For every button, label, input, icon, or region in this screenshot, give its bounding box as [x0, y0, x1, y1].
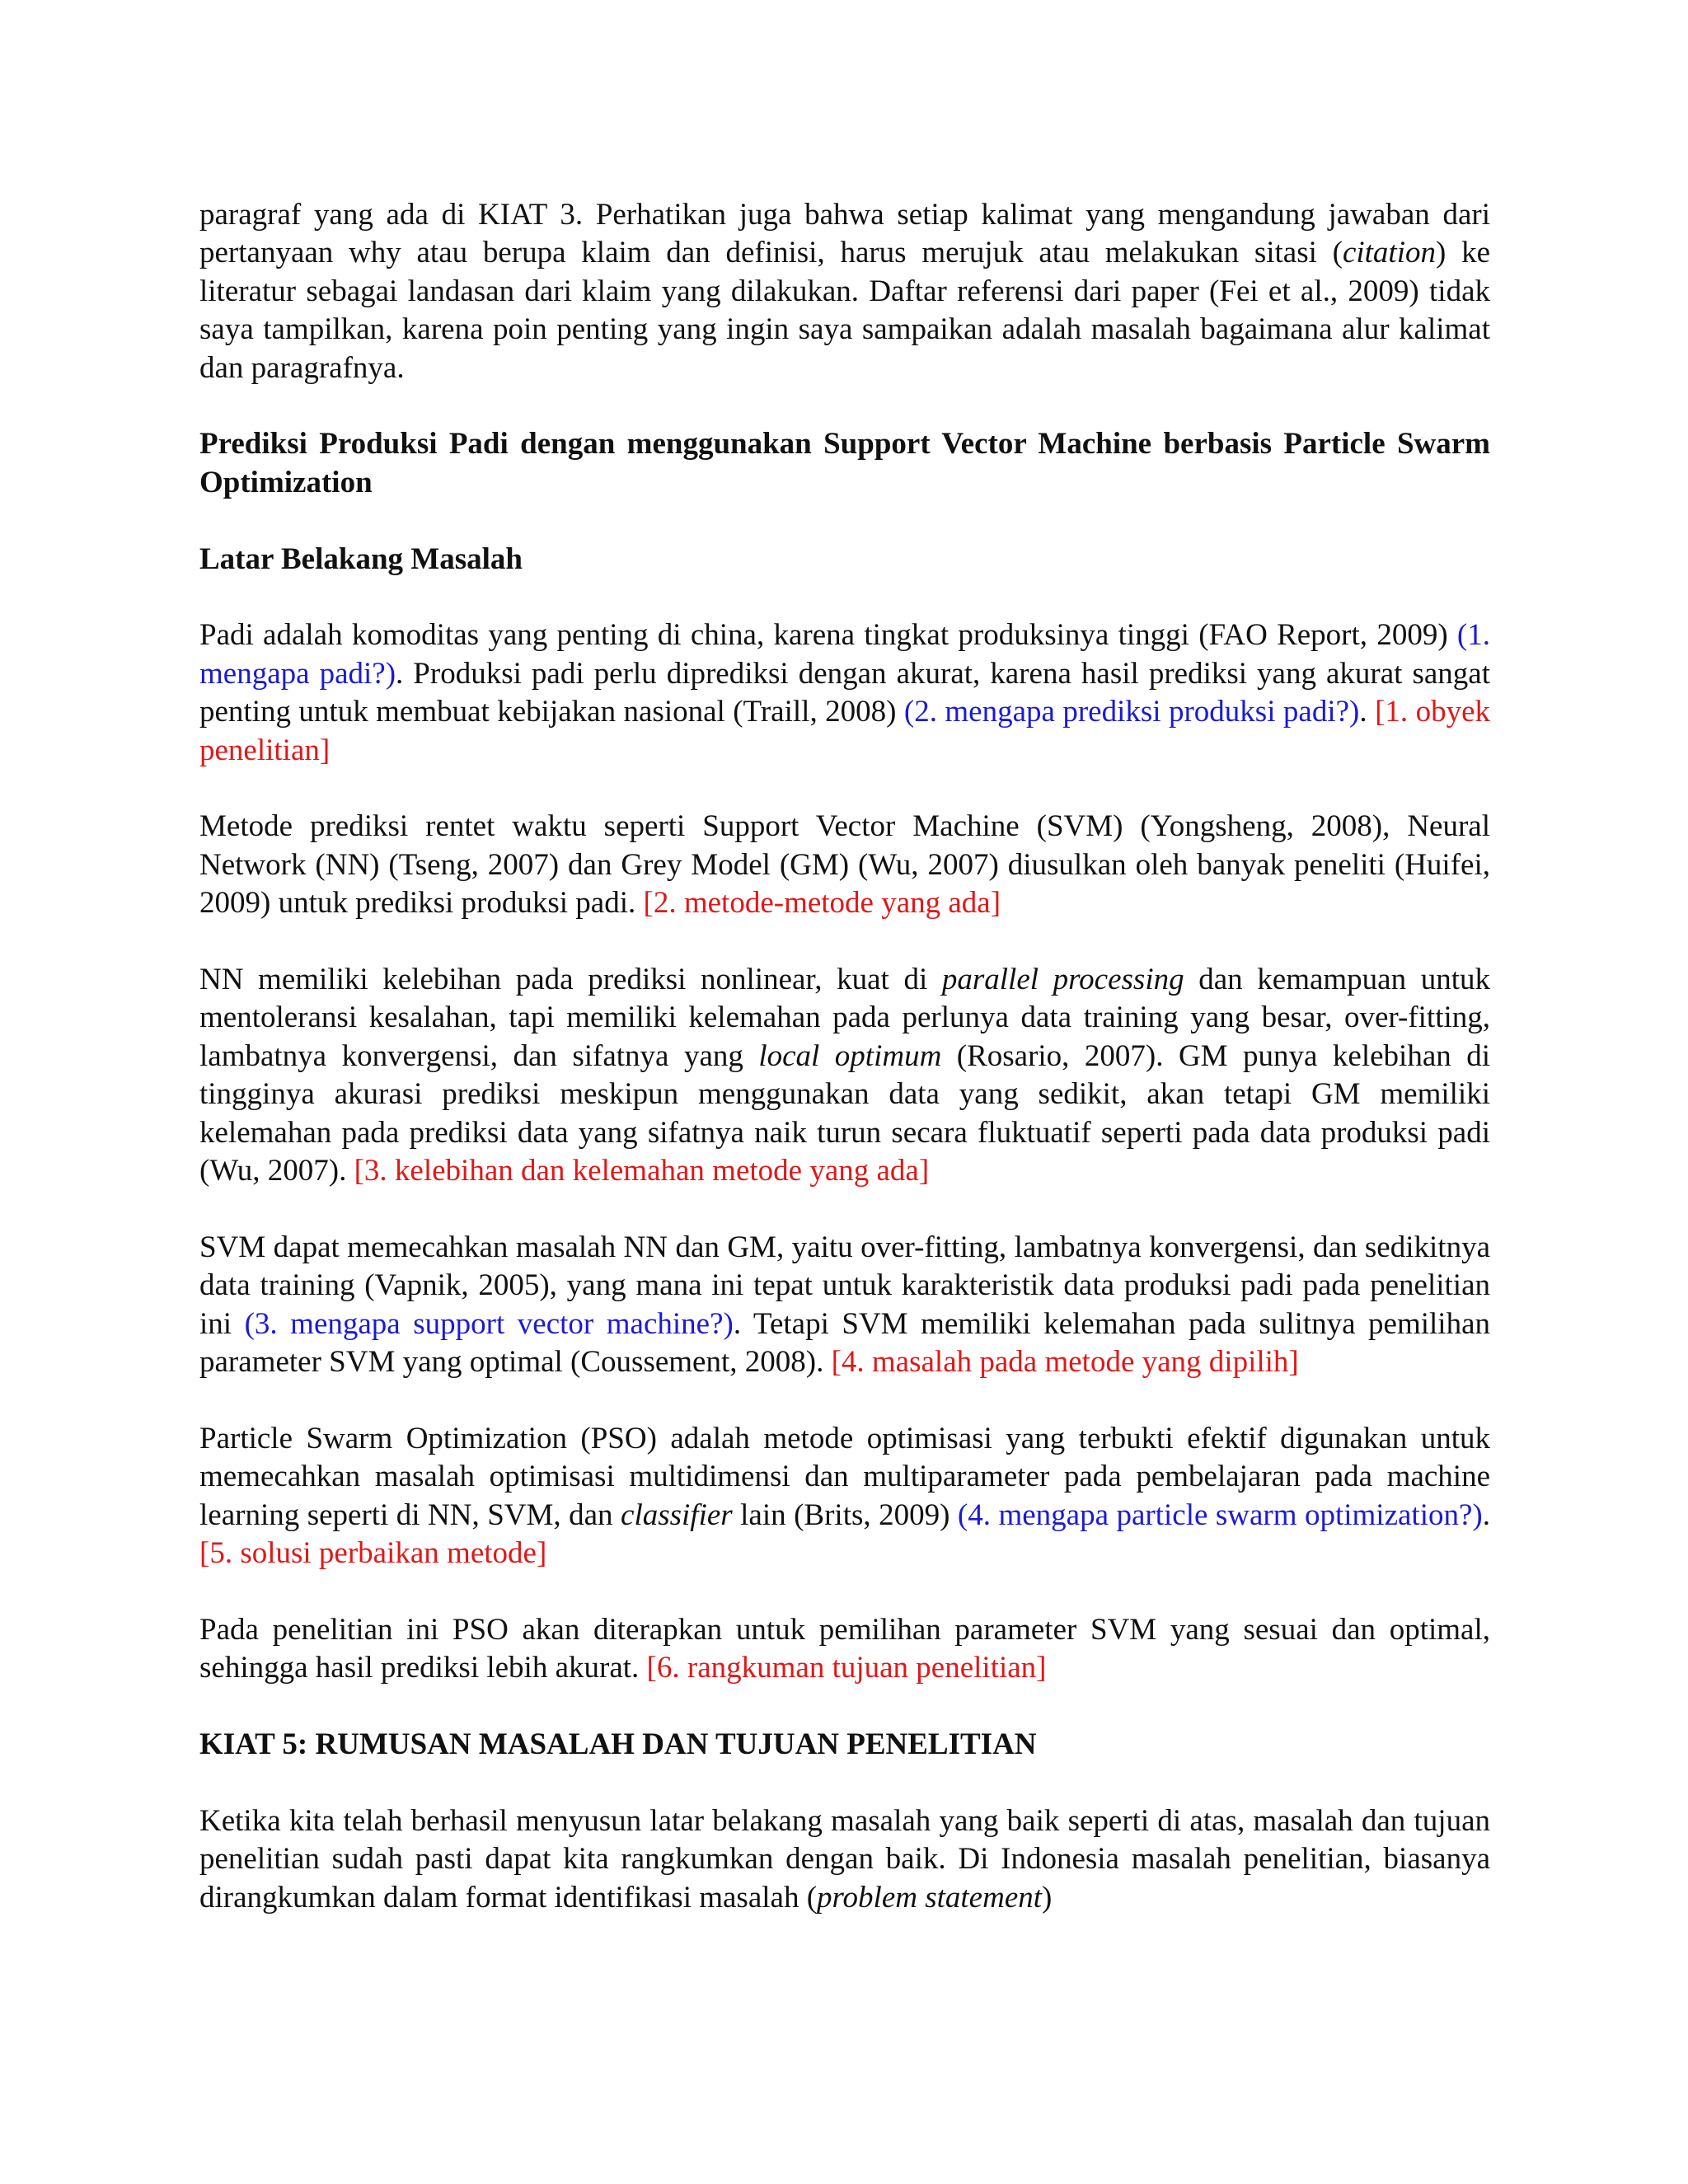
p5-annotation: [5. solusi perbaikan metode]	[199, 1536, 547, 1571]
p2-annotation: [2. metode-metode yang ada]	[643, 886, 1001, 921]
p5-text-1: Particle Swarm Optimization (PSO) adalah metode optimisasi yang terbukti efektif digunakan untuk memecahkan masalah optimisasi multidimensi dan multiparameter pada pembelajaran pada machine learning seperti di NN, SVM, dan	[199, 1421, 1490, 1532]
paragraph-6	[199, 1611, 1490, 1688]
p7-emphasis: problem statement	[817, 1880, 1043, 1915]
p3-text-1: NN memiliki kelebihan pada prediksi nonlinear, kuat di	[199, 963, 942, 997]
p5-emphasis: classifier	[621, 1497, 733, 1532]
paragraph-5	[199, 1420, 1490, 1573]
p1-text-2: . Produksi padi perlu diprediksi dengan akurat, karena hasil prediksi yang akurat sangat penting untuk membuat kebijakan nasional (Traill, 2008)	[199, 656, 1491, 729]
p3-text-2: dan kemampuan untuk mentoleransi kesalahan, tapi memiliki kelemahan pada perlunya data training yang besar, over-fitting, lambatnya konvergensi, dan sifatnya yang	[199, 963, 1491, 1073]
p7-text-1: Ketika kita telah berhasil menyusun latar belakang masalah yang baik seperti di atas, masalah dan tujuan penelitian sudah pasti dapat kita rangkumkan dengan baik. Di Indonesia masalah penelitian, biasanya dirangkumkan dalam format identifikasi masalah (	[199, 1803, 1490, 1915]
p3-emphasis-1: parallel processing	[941, 963, 1184, 997]
section-heading: Latar Belakang Masalah	[199, 541, 523, 576]
intro-text-1: paragraf yang ada di KIAT 3. Perhatikan juga bahwa setiap kalimat yang mengandung jawaban dari pertanyaan why atau berupa klaim dan definisi, harus merujuk atau melakukan sitasi (	[199, 198, 1490, 270]
paragraph-2	[199, 808, 1490, 922]
intro-text-2: ) ke literatur sebagai landasan dari klaim yang dilakukan. Daftar referensi dari paper (Fei et al., 2009) tidak saya tampilkan, karena poin penting yang ingin saya sampaikan adalah masalah bagaimana alur kalimat dan paragrafnya.	[199, 236, 1490, 385]
p4-annotation: [4. masalah pada metode yang dipilih]	[831, 1345, 1299, 1380]
p1-text-3: .	[1359, 695, 1376, 729]
p3-emphasis-2: local optimum	[758, 1038, 942, 1073]
p6-annotation: [6. rangkuman tujuan penelitian]	[646, 1651, 1047, 1685]
p3-annotation: [3. kelebihan dan kelemahan metode yang ada]	[354, 1154, 930, 1188]
p4-question: (3. mengapa support vector machine?)	[244, 1306, 734, 1341]
document-page	[199, 196, 1490, 1956]
p1-text-1: Padi adalah komoditas yang penting di china, karena tingkat produksinya tinggi (FAO Report, 2009)	[199, 618, 1457, 653]
paragraph-3	[199, 961, 1490, 1190]
kiat-5-heading: KIAT 5: RUMUSAN MASALAH DAN TUJUAN PENELITIAN	[199, 1727, 1037, 1762]
p6-text-1: Pada penelitian ini PSO akan diterapkan untuk pemilihan parameter SVM yang sesuai dan optimal, sehingga hasil prediksi lebih akurat.	[199, 1612, 1490, 1685]
intro-citation-term: citation	[1342, 236, 1436, 270]
p3-text-3: (Rosario, 2007). GM punya kelebihan di tingginya akurasi prediksi meskipun menggunakan data yang sedikit, akan tetapi GM memiliki kelemahan pada prediksi data yang sifatnya naik turun secara fluktuatif seperti pada data produksi padi (Wu, 2007).	[199, 1038, 1490, 1188]
p2-text-1: Metode prediksi rentet waktu seperti Support Vector Machine (SVM) (Yongsheng, 2008), Neural Network (NN) (Tseng, 2007) dan Grey Model (GM) (Wu, 2007) diusulkan oleh banyak peneliti (Huifei, 2009) untuk prediksi produksi padi.	[199, 809, 1490, 921]
p1-question-1: (1. mengapa padi?)	[199, 618, 1490, 691]
p4-text-2: . Tetapi SVM memiliki kelemahan pada sulitnya pemilihan parameter SVM yang optimal (Coussement, 2008).	[199, 1306, 1491, 1380]
p1-question-2: (2. mengapa prediksi produksi padi?)	[903, 695, 1360, 729]
paragraph-7	[199, 1802, 1490, 1917]
p5-question: (4. mengapa particle swarm optimization?)	[957, 1497, 1483, 1532]
paragraph-4	[199, 1229, 1490, 1382]
intro-paragraph	[199, 196, 1490, 387]
p1-annotation: [1. obyek penelitian]	[199, 695, 1490, 767]
p7-text-2: )	[1042, 1880, 1053, 1915]
p5-text-2: lain (Brits, 2009)	[732, 1497, 958, 1532]
p4-text-1: SVM dapat memecahkan masalah NN dan GM, yaitu over-fitting, lambatnya konvergensi, dan sedikitnya data training (Vapnik, 2005), yang mana ini tepat untuk karakteristik data produksi padi pada penelitian ini	[199, 1230, 1490, 1341]
p5-text-3: .	[1482, 1497, 1490, 1532]
paper-title: Prediksi Produksi Padi dengan menggunakan Support Vector Machine berbasis Particle Swarm Optimization	[199, 427, 1490, 499]
paragraph-1	[199, 616, 1490, 770]
